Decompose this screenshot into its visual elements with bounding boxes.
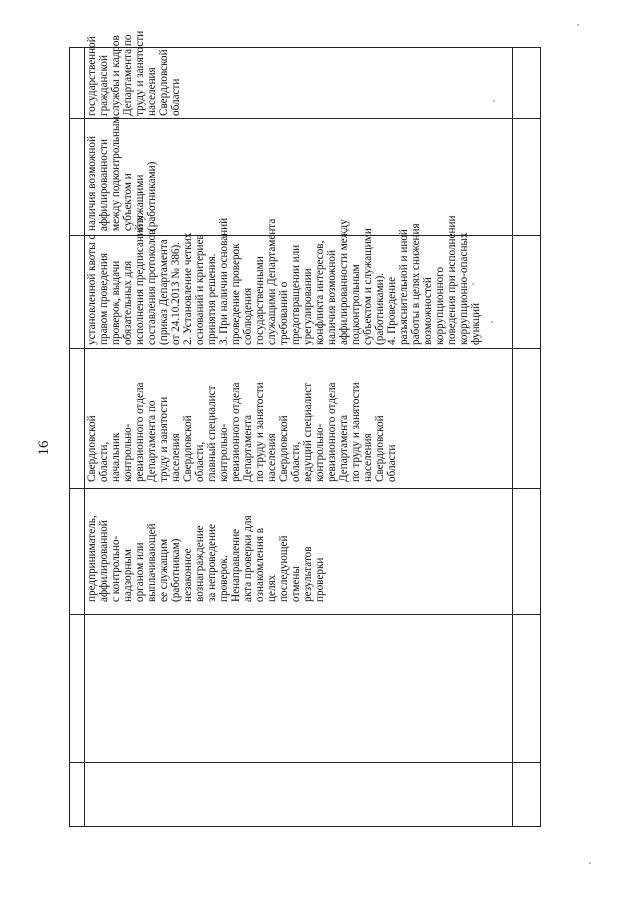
cell-line: начальник bbox=[110, 432, 122, 482]
cell-line: ревизионного отдела bbox=[326, 382, 338, 482]
cell-line: области bbox=[386, 444, 398, 482]
cell-line: от 24.10.2013 № 386). bbox=[170, 241, 182, 345]
cell-line: между подконтрольным bbox=[110, 116, 122, 231]
cell-line: Свердловской bbox=[374, 415, 386, 482]
cell-line: Свердловской bbox=[86, 415, 98, 482]
cell-line: акта проверки для bbox=[242, 515, 254, 602]
cell-line: поведения при исполнении bbox=[446, 215, 458, 345]
scan-speck bbox=[577, 24, 579, 26]
cell-line: предотвращении или bbox=[290, 244, 302, 345]
cell-line: (работникам) bbox=[170, 538, 182, 602]
cell-line: наличия возможной bbox=[326, 250, 338, 345]
cell-line: Ненаправление bbox=[230, 528, 242, 602]
table-rule bbox=[69, 614, 541, 615]
cell-line: по труду и занятости bbox=[254, 382, 266, 482]
cell-line: последующей bbox=[278, 535, 290, 602]
cell-line: Департамента bbox=[242, 414, 254, 482]
cell-line: главный специалист bbox=[206, 385, 218, 482]
cell-affiliation-condition bbox=[86, 116, 158, 231]
cell-line: незаконное bbox=[182, 548, 194, 602]
cell-line: функций bbox=[470, 303, 482, 345]
cell-line: аффилированности между bbox=[338, 219, 350, 345]
cell-line: ревизионного отдела bbox=[134, 382, 146, 482]
cell-line: субъектом и служащими bbox=[362, 228, 374, 345]
cell-line: Департамента по bbox=[146, 400, 158, 482]
cell-line: коррупционно-опасных bbox=[458, 232, 470, 345]
cell-line: обязательных для bbox=[122, 260, 134, 345]
cell-line: ведущий специалист bbox=[302, 382, 314, 482]
cell-line: выплачивающей bbox=[146, 523, 158, 602]
cell-prevention-measures bbox=[86, 215, 482, 345]
cell-line: проведение проверок bbox=[230, 243, 242, 345]
cell-line: 3. При наличии оснований bbox=[218, 217, 230, 345]
cell-line: контрольно- bbox=[122, 423, 134, 482]
cell-line: конфликта интересов, bbox=[314, 240, 326, 345]
cell-line: вознаграждение bbox=[194, 525, 206, 602]
cell-line: контрольно- bbox=[218, 423, 230, 482]
cell-line: ревизионного отдела bbox=[230, 382, 242, 482]
cell-line: области bbox=[170, 78, 182, 116]
cell-line: Свердловской bbox=[182, 415, 194, 482]
scan-speck bbox=[472, 283, 474, 285]
cell-violation-description bbox=[86, 515, 326, 602]
cell-line: Департамента bbox=[338, 414, 350, 482]
cell-line: составления протоколов bbox=[146, 229, 158, 345]
cell-line: гражданской bbox=[98, 55, 110, 116]
table-rule bbox=[69, 348, 541, 349]
cell-line: установленной квоты с bbox=[86, 234, 98, 345]
table-rule bbox=[69, 488, 541, 489]
cell-line: 4. Проведение bbox=[386, 276, 398, 345]
cell-hr-department bbox=[86, 31, 182, 116]
table-rule bbox=[84, 47, 85, 827]
cell-line: исполнения предписаний и bbox=[134, 215, 146, 345]
cell-line: службы и кадров bbox=[110, 35, 122, 116]
cell-line: подконтрольным bbox=[350, 264, 362, 345]
cell-line: области, bbox=[194, 441, 206, 482]
cell-line: соблюдения bbox=[242, 287, 254, 345]
cell-line: с контрольно- bbox=[110, 535, 122, 602]
cell-line: населения bbox=[362, 433, 374, 482]
cell-line: области, bbox=[290, 441, 302, 482]
cell-line: труду и занятости bbox=[158, 396, 170, 482]
cell-line: труду и занятости bbox=[134, 30, 146, 116]
cell-line: целях bbox=[266, 574, 278, 602]
cell-line: принятия решения. bbox=[206, 253, 218, 345]
cell-line: Департамента по bbox=[122, 34, 134, 116]
cell-line: населения bbox=[170, 433, 182, 482]
cell-line: субъектом и bbox=[122, 173, 134, 231]
cell-line: органом или bbox=[134, 542, 146, 602]
cell-line: служащими bbox=[134, 174, 146, 231]
cell-line: государственными bbox=[254, 256, 266, 345]
cell-line: области, bbox=[98, 441, 110, 482]
scan-speck bbox=[491, 321, 493, 323]
cell-line: 2. Установление четких bbox=[182, 232, 194, 345]
cell-line: результатов bbox=[302, 546, 314, 602]
cell-line: урегулировании bbox=[302, 268, 314, 345]
cell-line: ее служащим bbox=[158, 538, 170, 602]
cell-line: ознакомления в bbox=[254, 527, 266, 602]
table-rule bbox=[512, 47, 513, 827]
cell-line: населения bbox=[146, 67, 158, 116]
cell-line: аффилированной bbox=[98, 520, 110, 602]
cell-line: разъяснительной и иной bbox=[398, 229, 410, 345]
cell-line: правом проведения bbox=[98, 253, 110, 345]
cell-line: проверок. bbox=[218, 555, 230, 602]
cell-line: возможностей bbox=[422, 277, 434, 345]
cell-line: населения bbox=[266, 433, 278, 482]
cell-line: требований о bbox=[278, 281, 290, 345]
cell-line: Свердловской bbox=[158, 49, 170, 116]
cell-line: наличия возможной bbox=[86, 136, 98, 231]
cell-line: работы в целях снижения bbox=[410, 223, 422, 345]
cell-line: Свердловской bbox=[278, 415, 290, 482]
cell-line: (работниками) bbox=[146, 161, 158, 231]
cell-line: оснований и критериев bbox=[194, 234, 206, 345]
cell-line: коррупционного bbox=[434, 266, 446, 345]
cell-line: проверок, выдачи bbox=[110, 260, 122, 345]
cell-line: государственной bbox=[86, 36, 98, 116]
cell-responsible-officials bbox=[86, 382, 398, 482]
cell-line: предприниматель, bbox=[86, 515, 98, 602]
cell-line: (работниками). bbox=[374, 272, 386, 345]
page-number: 16 bbox=[36, 440, 52, 456]
cell-line: контрольно- bbox=[314, 423, 326, 482]
scan-speck bbox=[589, 862, 591, 864]
cell-line: аффилированности bbox=[98, 139, 110, 231]
table-rule bbox=[69, 762, 541, 763]
cell-line: (приказ Департамента bbox=[158, 239, 170, 345]
cell-line: надзорным bbox=[122, 549, 134, 602]
cell-line: по труду и занятости bbox=[350, 382, 362, 482]
cell-line: служащими Департамента bbox=[266, 218, 278, 345]
scan-speck bbox=[493, 100, 495, 102]
cell-line: отмены bbox=[290, 566, 302, 602]
cell-line: за непроведение bbox=[206, 524, 218, 602]
cell-line: проверки bbox=[314, 557, 326, 602]
